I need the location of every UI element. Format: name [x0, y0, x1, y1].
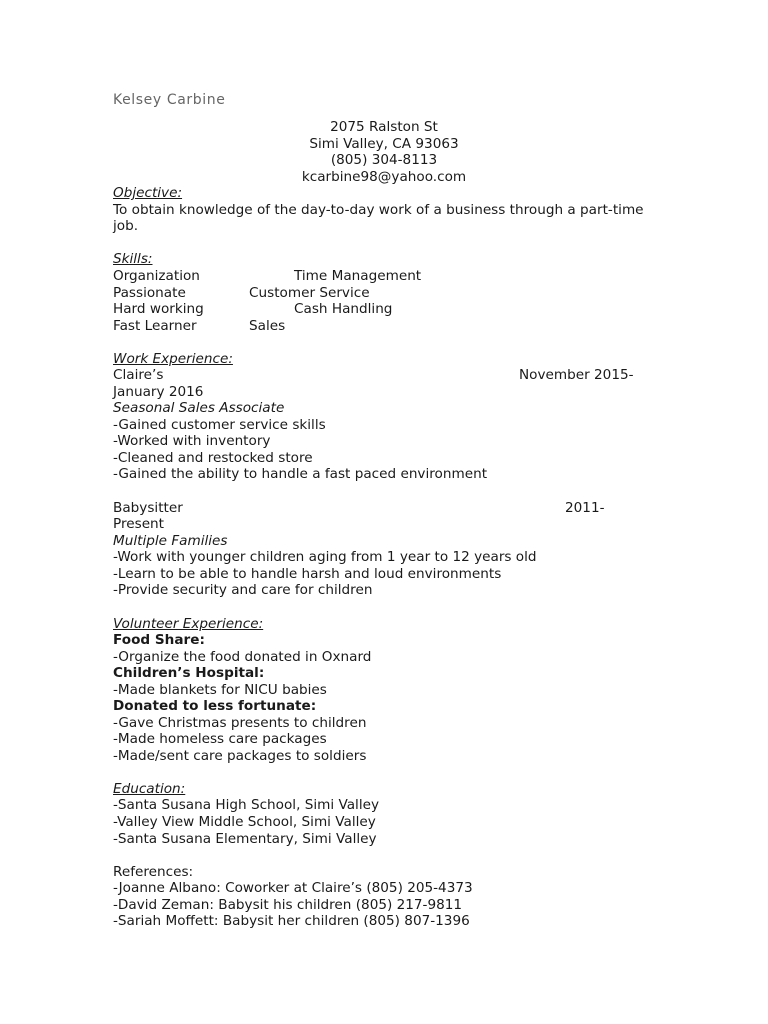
- job-bullet: -Work with younger children aging from 1 year to 12 years old: [113, 549, 537, 565]
- job-bullet: -Gained customer service skills: [113, 417, 326, 433]
- volunteer-heading: Volunteer Experience:: [113, 616, 264, 632]
- volunteer-org: Food Share:: [113, 632, 205, 648]
- education-item: -Valley View Middle School, Simi Valley: [113, 814, 376, 830]
- objective-text-line-2: job.: [113, 218, 139, 234]
- objective-text-line-1: To obtain knowledge of the day-to-day work of a business through a part-time: [113, 202, 644, 218]
- job-employer: Claire’s: [113, 367, 164, 383]
- job-bullet: -Worked with inventory: [113, 433, 271, 449]
- address-street: 2075 Ralston St: [330, 119, 438, 135]
- skill-right: Customer Service: [249, 285, 370, 301]
- reference-item: -David Zeman: Babysit his children (805) 217-9811: [113, 897, 463, 913]
- address-city: Simi Valley, CA 93063: [309, 136, 459, 152]
- skill-left: Hard working: [113, 301, 204, 317]
- job-employer: Babysitter: [113, 500, 183, 516]
- education-item: -Santa Susana High School, Simi Valley: [113, 797, 380, 813]
- volunteer-item: -Gave Christmas presents to children: [113, 715, 367, 731]
- job-title: Seasonal Sales Associate: [113, 400, 285, 416]
- skill-left: Fast Learner: [113, 318, 197, 334]
- phone-number: (805) 304-8113: [330, 152, 438, 168]
- reference-item: -Sariah Moffett: Babysit her children (805) 807-1396: [113, 913, 470, 929]
- volunteer-item: -Made blankets for NICU babies: [113, 682, 327, 698]
- job-dates: November 2015-: [519, 367, 634, 383]
- volunteer-item: -Made/sent care packages to soldiers: [113, 748, 367, 764]
- skill-left: Passionate: [113, 285, 186, 301]
- job-bullet: -Learn to be able to handle harsh and loud environments: [113, 566, 502, 582]
- volunteer-item: -Organize the food donated in Oxnard: [113, 649, 372, 665]
- job-dates: 2011-: [565, 500, 605, 516]
- education-item: -Santa Susana Elementary, Simi Valley: [113, 831, 377, 847]
- volunteer-org: Children’s Hospital:: [113, 665, 265, 681]
- job-bullet: -Gained the ability to handle a fast paced environment: [113, 466, 488, 482]
- objective-heading: Objective:: [113, 185, 183, 201]
- skill-right: Time Management: [294, 268, 422, 284]
- job-dates-continued: Present: [113, 516, 165, 532]
- job-bullet: -Cleaned and restocked store: [113, 450, 313, 466]
- skill-right: Sales: [249, 318, 286, 334]
- skills-heading: Skills:: [113, 251, 153, 267]
- education-heading: Education:: [113, 781, 186, 797]
- job-title: Multiple Families: [113, 533, 228, 549]
- skill-left: Organization: [113, 268, 200, 284]
- reference-item: -Joanne Albano: Coworker at Claire’s (805) 205-4373: [113, 880, 473, 896]
- skill-right: Cash Handling: [294, 301, 393, 317]
- applicant-name: Kelsey Carbine: [113, 92, 226, 108]
- volunteer-org: Donated to less fortunate:: [113, 698, 317, 714]
- job-dates-continued: January 2016: [113, 384, 204, 400]
- references-heading: References:: [113, 864, 194, 880]
- job-bullet: -Provide security and care for children: [113, 582, 373, 598]
- work-experience-heading: Work Experience:: [113, 351, 233, 367]
- email-address: kcarbine98@yahoo.com: [301, 169, 467, 185]
- volunteer-item: -Made homeless care packages: [113, 731, 327, 747]
